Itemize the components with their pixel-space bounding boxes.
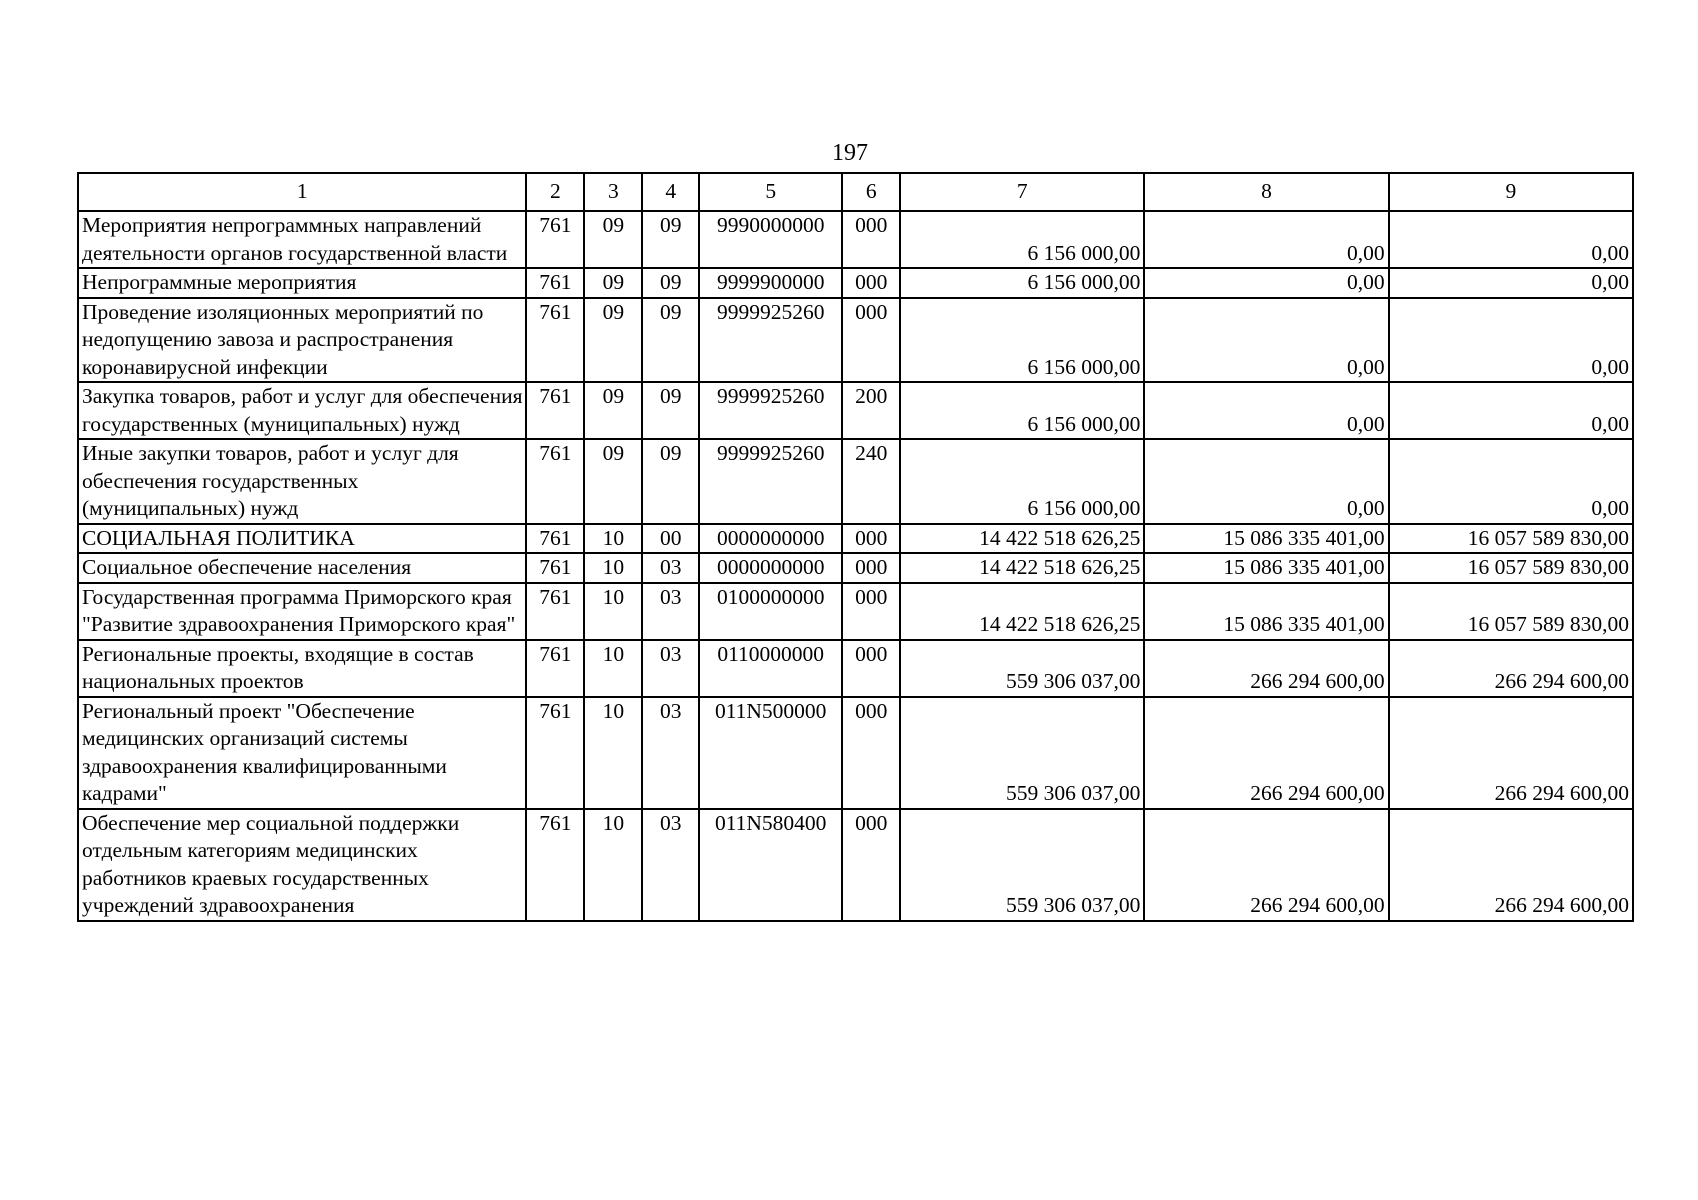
table-row [78,382,1633,439]
row-code-3: 10 [584,809,642,921]
row-code-2: 761 [526,268,584,298]
row-code-6: 000 [842,211,900,268]
row-code-5: 0110000000 [699,640,842,697]
row-amount-9: 16 057 589 830,00 [1389,524,1633,554]
row-amount-7: 14 422 518 626,25 [900,583,1144,640]
row-code-5: 0000000000 [699,553,842,583]
row-amount-9: 16 057 589 830,00 [1389,553,1633,583]
header-col-8: 8 [1144,173,1388,211]
row-name: Обеспечение мер социальной поддержки отдельным категориям медицинских работников краевых государственных учреждений здравоохранения [78,809,526,921]
header-col-1: 1 [78,173,526,211]
row-amount-9: 266 294 600,00 [1389,640,1633,697]
row-code-4: 03 [642,553,699,583]
row-code-6: 000 [842,553,900,583]
row-amount-8: 15 086 335 401,00 [1144,524,1388,554]
row-amount-9: 0,00 [1389,382,1633,439]
row-name: Социальное обеспечение населения [78,553,526,583]
row-amount-8: 0,00 [1144,211,1388,268]
row-code-6: 200 [842,382,900,439]
row-amount-8: 15 086 335 401,00 [1144,553,1388,583]
row-name: Непрограммные мероприятия [78,268,526,298]
row-code-2: 761 [526,583,584,640]
row-amount-8: 0,00 [1144,382,1388,439]
row-code-2: 761 [526,382,584,439]
row-amount-8: 0,00 [1144,439,1388,524]
row-code-6: 000 [842,268,900,298]
row-code-2: 761 [526,553,584,583]
table-row [78,524,1633,554]
row-code-2: 761 [526,697,584,809]
row-amount-9: 16 057 589 830,00 [1389,583,1633,640]
row-code-5: 9999925260 [699,439,842,524]
row-amount-7: 6 156 000,00 [900,211,1144,268]
row-amount-7: 559 306 037,00 [900,640,1144,697]
budget-table [77,172,1634,922]
row-code-4: 09 [642,382,699,439]
row-code-4: 03 [642,809,699,921]
header-col-6: 6 [842,173,900,211]
row-name: Государственная программа Приморского края "Развитие здравоохранения Приморского края" [78,583,526,640]
header-col-5: 5 [699,173,842,211]
row-amount-7: 559 306 037,00 [900,697,1144,809]
row-code-5: 011N580400 [699,809,842,921]
row-code-6: 000 [842,298,900,383]
row-code-3: 09 [584,268,642,298]
row-code-5: 9999900000 [699,268,842,298]
row-amount-7: 14 422 518 626,25 [900,524,1144,554]
row-code-3: 09 [584,382,642,439]
row-code-6: 000 [842,524,900,554]
row-code-4: 09 [642,298,699,383]
table-header [78,173,1633,211]
row-name: Проведение изоляционных мероприятий по недопущению завоза и распространения коронавирусной инфекции [78,298,526,383]
table-row [78,697,1633,809]
row-code-6: 000 [842,809,900,921]
row-amount-8: 266 294 600,00 [1144,809,1388,921]
row-amount-9: 266 294 600,00 [1389,809,1633,921]
row-name: Закупка товаров, работ и услуг для обеспечения государственных (муниципальных) нужд [78,382,526,439]
header-col-2: 2 [526,173,584,211]
row-code-3: 09 [584,298,642,383]
row-code-2: 761 [526,640,584,697]
row-code-4: 09 [642,211,699,268]
row-code-4: 09 [642,439,699,524]
header-row [78,173,1633,211]
table-body [78,211,1633,921]
row-name: Иные закупки товаров, работ и услуг для обеспечения государственных (муниципальных) нужд [78,439,526,524]
row-code-5: 9999925260 [699,382,842,439]
row-code-5: 9990000000 [699,211,842,268]
row-code-3: 10 [584,553,642,583]
row-code-5: 0100000000 [699,583,842,640]
table-row [78,268,1633,298]
row-amount-7: 6 156 000,00 [900,439,1144,524]
row-code-3: 10 [584,697,642,809]
table-row [78,640,1633,697]
row-code-3: 10 [584,640,642,697]
row-code-3: 10 [584,583,642,640]
row-amount-7: 559 306 037,00 [900,809,1144,921]
row-code-2: 761 [526,809,584,921]
row-code-4: 03 [642,697,699,809]
row-amount-8: 266 294 600,00 [1144,697,1388,809]
page-number: 197 [832,140,868,166]
row-code-3: 09 [584,211,642,268]
row-code-2: 761 [526,298,584,383]
row-name: Региональный проект "Обеспечение медицинских организаций системы здравоохранения квалифицированными кадрами" [78,697,526,809]
header-col-4: 4 [642,173,699,211]
row-amount-8: 15 086 335 401,00 [1144,583,1388,640]
row-code-6: 000 [842,583,900,640]
row-amount-8: 266 294 600,00 [1144,640,1388,697]
table-row [78,583,1633,640]
row-code-5: 0000000000 [699,524,842,554]
row-code-5: 9999925260 [699,298,842,383]
row-code-2: 761 [526,439,584,524]
row-name: Мероприятия непрограммных направлений деятельности органов государственной власти [78,211,526,268]
row-amount-9: 266 294 600,00 [1389,697,1633,809]
row-code-2: 761 [526,524,584,554]
header-col-9: 9 [1389,173,1633,211]
row-name: СОЦИАЛЬНАЯ ПОЛИТИКА [78,524,526,554]
row-amount-8: 0,00 [1144,268,1388,298]
table-row [78,809,1633,921]
row-code-4: 03 [642,640,699,697]
header-col-3: 3 [584,173,642,211]
row-amount-9: 0,00 [1389,298,1633,383]
row-code-6: 000 [842,640,900,697]
row-code-3: 10 [584,524,642,554]
row-code-4: 03 [642,583,699,640]
table-row [78,298,1633,383]
row-name: Региональные проекты, входящие в состав национальных проектов [78,640,526,697]
row-amount-9: 0,00 [1389,268,1633,298]
row-code-4: 00 [642,524,699,554]
table-row [78,439,1633,524]
row-amount-9: 0,00 [1389,211,1633,268]
row-amount-9: 0,00 [1389,439,1633,524]
row-amount-7: 6 156 000,00 [900,382,1144,439]
row-code-3: 09 [584,439,642,524]
row-code-4: 09 [642,268,699,298]
row-amount-7: 6 156 000,00 [900,298,1144,383]
header-col-7: 7 [900,173,1144,211]
row-amount-8: 0,00 [1144,298,1388,383]
row-code-6: 000 [842,697,900,809]
row-code-2: 761 [526,211,584,268]
row-amount-7: 6 156 000,00 [900,268,1144,298]
row-code-5: 011N500000 [699,697,842,809]
row-code-6: 240 [842,439,900,524]
table-row [78,211,1633,268]
row-amount-7: 14 422 518 626,25 [900,553,1144,583]
table-row [78,553,1633,583]
